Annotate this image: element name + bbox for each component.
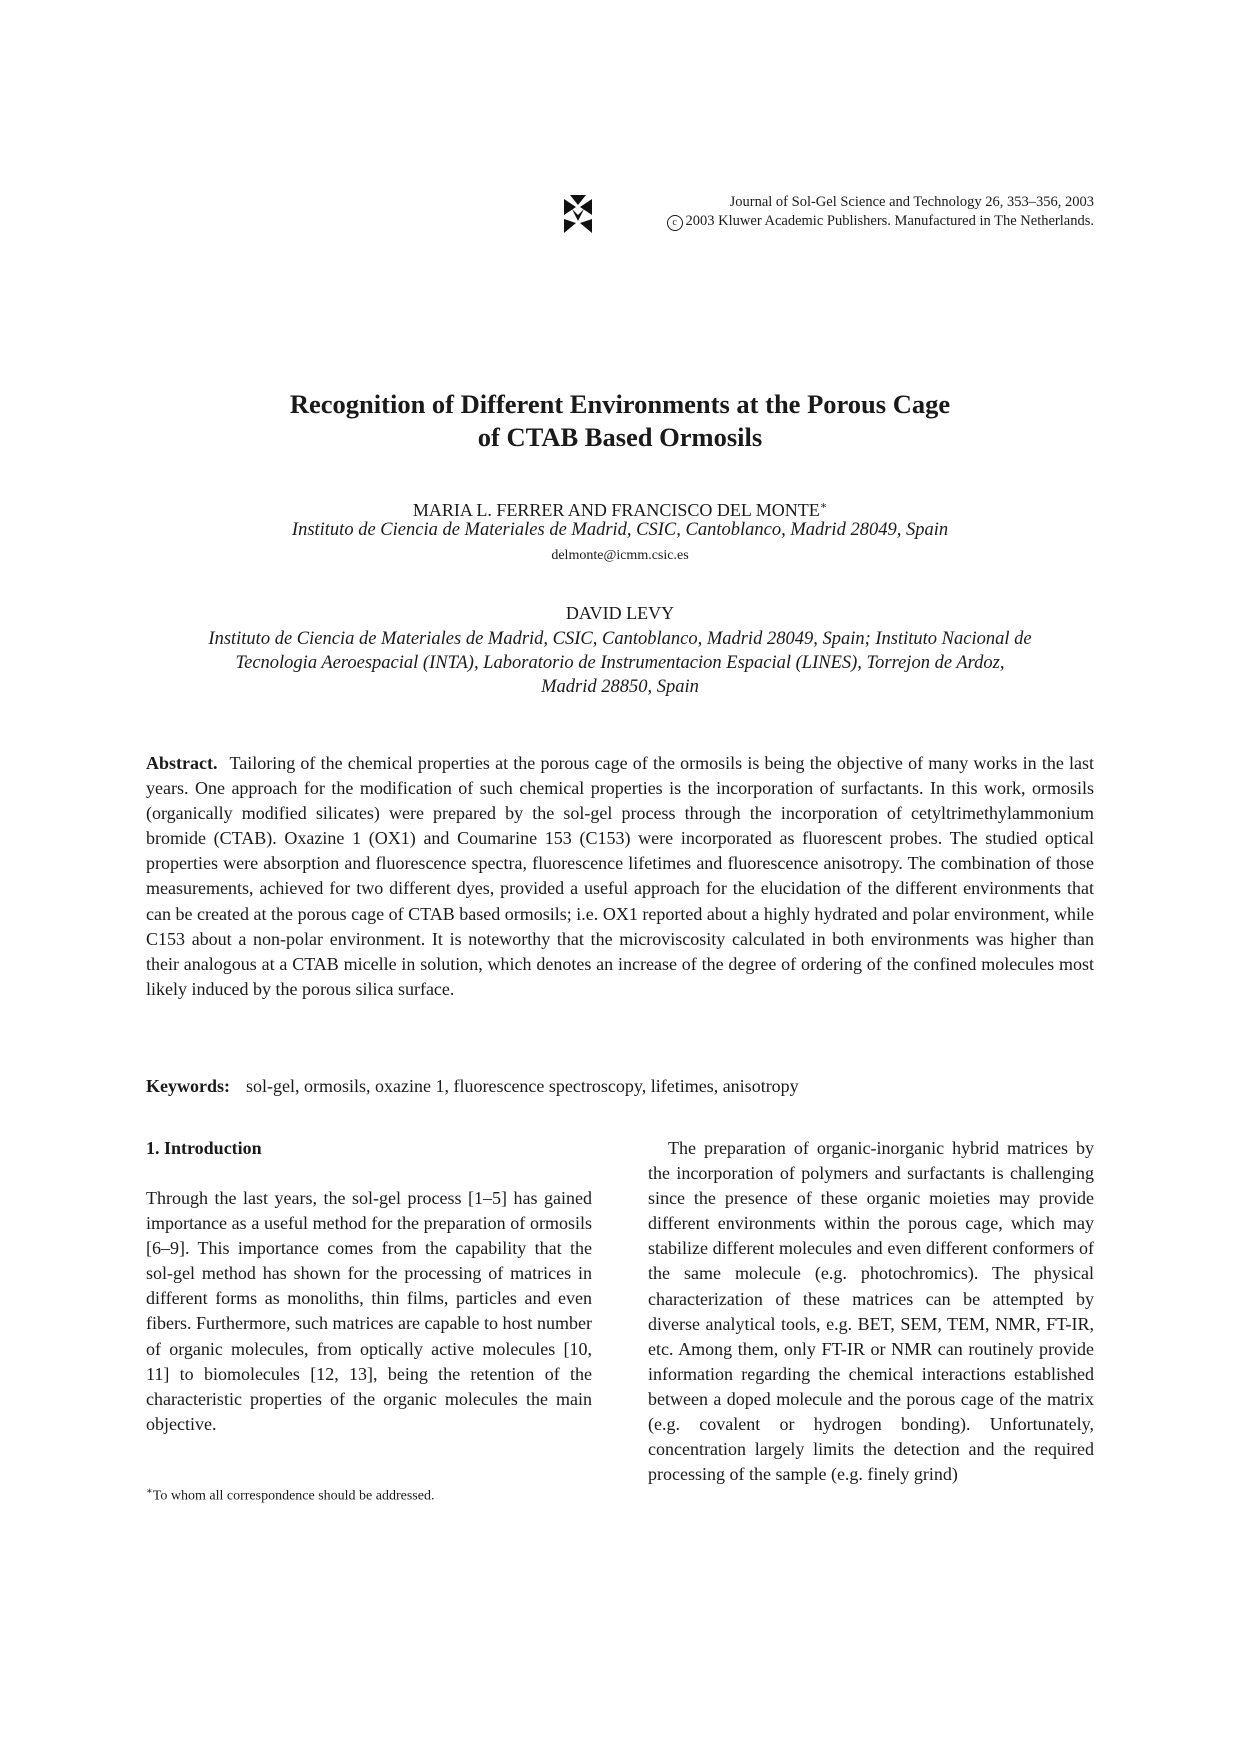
paper-title (146, 388, 1094, 454)
keywords (146, 1074, 1094, 1099)
publisher-logo-icon (560, 193, 596, 237)
copyright-line (667, 212, 1094, 231)
footnote (146, 1482, 434, 1507)
title-line-2: of CTAB Based Ormosils (477, 422, 763, 452)
footnote-text: To whom all correspondence should be addressed. (152, 1488, 435, 1504)
footnote-marker: ∗ (146, 1486, 153, 1497)
keywords-text: sol-gel, ormosils, oxazine 1, fluorescence spectroscopy, lifetimes, anisotropy (246, 1076, 799, 1096)
abstract-label: Abstract. (146, 753, 218, 773)
journal-masthead (560, 193, 1094, 237)
author-email: delmonte@icmm.csic.es (551, 548, 689, 563)
affiliation-2-line-2: Tecnologia Aeroespacial (INTA), Laboratorio de Instrumentacion Espacial (LINES), Torrejon de Ardoz, (235, 653, 1005, 673)
author-names-1: MARIA L. FERRER AND FRANCISCO DEL MONTE (412, 500, 820, 520)
affiliation-1: Instituto de Ciencia de Materiales de Madrid, CSIC, Cantoblanco, Madrid 28049, Spain (291, 520, 949, 540)
abstract-text: Tailoring of the chemical properties at the porous cage of the ormosils is being the objective of many works in the last years. One approach for the modification of such chemical properties is the incorporation of surfactants. In this work, ormosils (organically modified silicates) were prepared by the sol-gel process through the incorporation of cetyltrimethylammonium bromide (CTAB). Oxazine 1 (OX1) and Coumarine 153 (C153) were incorporated as fluorescent probes. The studied optical properties were absorption and fluorescence spectra, fluorescence lifetimes and fluorescence anisotropy. The combination of those measurements, achieved for two different dyes, provided a useful approach for the elucidation of the different environments that can be created at the porous cage of CTAB based ormosils; i.e. OX1 reported about a highly hydrated and polar environment, while C153 about a non-polar environment. It is noteworthy that the microviscosity calculated in both environments was higher than their analogous at a CTAB micelle in solution, which denotes an increase of the degree of ordering of the confined molecules most likely induced by the porous silica surface. (146, 753, 1094, 999)
corresponding-marker: ∗ (819, 500, 828, 512)
title-line-1: Recognition of Different Environments at the Porous Cage (289, 389, 951, 419)
author-group-2: DAVID LEVY (565, 603, 675, 623)
affiliation-2 (146, 627, 1094, 699)
introduction-paragraph-2: The preparation of organic-inorganic hybrid matrices by the incorporation of polymers and surfactants is challenging since the presence of these organic moieties may provide different environments within the porous cage, which may stabilize different molecules and even different conformers of the same molecule (e.g. photochromics). The physical characterization of these matrices can be attempted by diverse analytical tools, e.g. BET, SEM, TEM, NMR, FT-IR, etc. Among them, only FT-IR or NMR can routinely provide information regarding the chemical interactions established between a doped molecule and the porous cage of the matrix (e.g. covalent or hydrogen bonding). Unfortunately, concentration largely limits the detection and the required processing of the sample (e.g. finely grind) (648, 1138, 1094, 1485)
copyright-symbol: c (667, 215, 683, 231)
copyright-text: 2003 Kluwer Academic Publishers. Manufactured in The Netherlands. (685, 213, 1094, 229)
section-heading-introduction: 1. Introduction (146, 1138, 262, 1158)
introduction-paragraph-1: Through the last years, the sol-gel process [1–5] has gained importance as a useful method for the preparation of ormosils [6–9]. This importance comes from the capability that the sol-gel method has shown for the processing of matrices in different forms as monoliths, thin films, particles and even fibers. Furthermore, such matrices are capable to host number of organic molecules, from optically active molecules [10, 11] to biomolecules [12, 13], being the retention of the characteristic properties of the organic molecules the main objective. (146, 1188, 592, 1434)
abstract (146, 751, 1094, 1002)
affiliation-2-line-1: Instituto de Ciencia de Materiales de Madrid, CSIC, Cantoblanco, Madrid 28049, Spain; Instituto Nacional de (208, 629, 1032, 649)
keywords-label: Keywords: (146, 1076, 230, 1096)
journal-citation: Journal of Sol-Gel Science and Technology 26, 353–356, 2003 (729, 194, 1094, 210)
affiliation-2-line-3: Madrid 28850, Spain (541, 677, 699, 697)
